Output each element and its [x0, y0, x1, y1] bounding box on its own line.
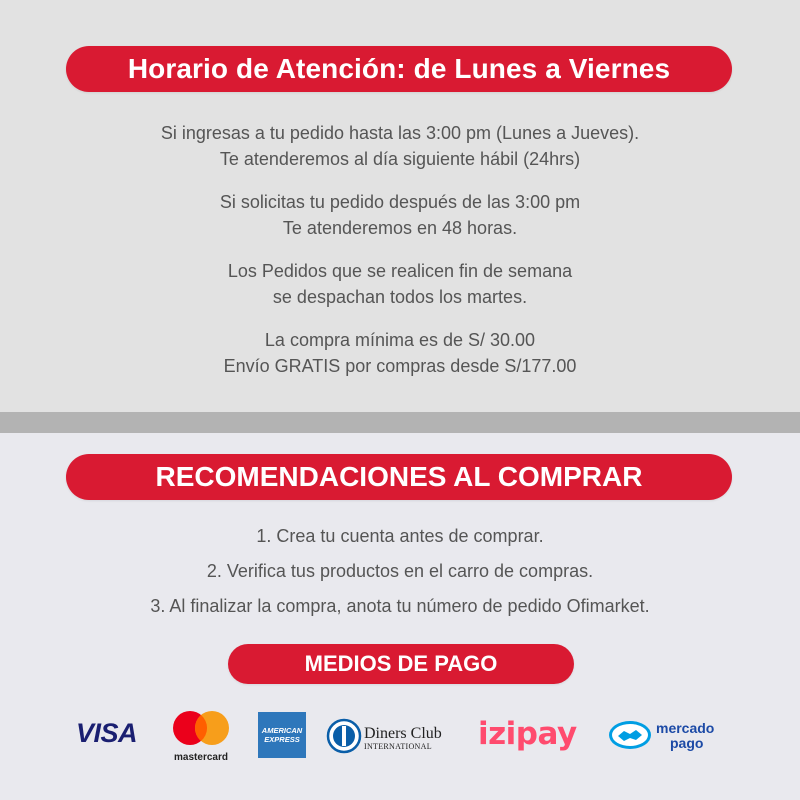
mercado-pago-logo	[608, 714, 728, 756]
horario-paragraph-1-line-2: Te atenderemos al día siguiente hábil (24hrs)	[219, 149, 581, 169]
horario-paragraph-3-line-1: Los Pedidos que se realicen fin de semana	[227, 261, 573, 281]
horario-paragraph-3	[0, 258, 800, 310]
section-divider	[0, 412, 800, 433]
horario-paragraph-4	[0, 327, 800, 379]
amex-logo	[258, 712, 306, 758]
izipay-wordmark: izipay	[478, 716, 577, 752]
mercado-line-1: mercado	[656, 720, 715, 736]
mercado-line-2: pago	[670, 735, 704, 751]
recomendacion-item-3: 3. Al finalizar la compra, anota tu número de pedido Ofimarket.	[150, 596, 650, 616]
horario-paragraph-1	[0, 120, 800, 172]
horario-paragraph-2-line-2: Te atenderemos en 48 horas.	[282, 218, 518, 238]
diners-line-1: Diners Club	[364, 725, 442, 742]
recomendaciones-title: RECOMENDACIONES AL COMPRAR	[66, 454, 732, 500]
recomendacion-item-2: 2. Verifica tus productos en el carro de compras.	[206, 561, 594, 581]
horario-paragraph-4-line-2: Envío GRATIS por compras desde S/177.00	[223, 356, 577, 376]
horario-title: Horario de Atención: de Lunes a Viernes	[66, 46, 732, 92]
izipay-logo	[478, 712, 588, 756]
horario-paragraph-3-line-2: se despachan todos los martes.	[272, 287, 528, 307]
amex-line-2: EXPRESS	[264, 735, 300, 744]
recomendacion-item-1: 1. Crea tu cuenta antes de comprar.	[256, 526, 544, 546]
mastercard-logo	[168, 708, 234, 764]
amex-line-1: AMERICAN	[261, 726, 303, 735]
diners-line-2: INTERNATIONAL	[364, 742, 432, 751]
visa-logo: VISA	[76, 718, 138, 748]
horario-paragraph-2-line-1: Si solicitas tu pedido después de las 3:00 pm	[219, 192, 581, 212]
horario-paragraph-2	[0, 189, 800, 241]
medios-pago-title: MEDIOS DE PAGO	[228, 644, 574, 684]
diners-club-logo	[326, 716, 462, 756]
mastercard-wordmark: mastercard	[174, 752, 228, 763]
horario-paragraph-1-line-1: Si ingresas a tu pedido hasta las 3:00 pm (Lunes a Jueves).	[160, 123, 640, 143]
horario-paragraph-4-line-1: La compra mínima es de S/ 30.00	[264, 330, 536, 350]
